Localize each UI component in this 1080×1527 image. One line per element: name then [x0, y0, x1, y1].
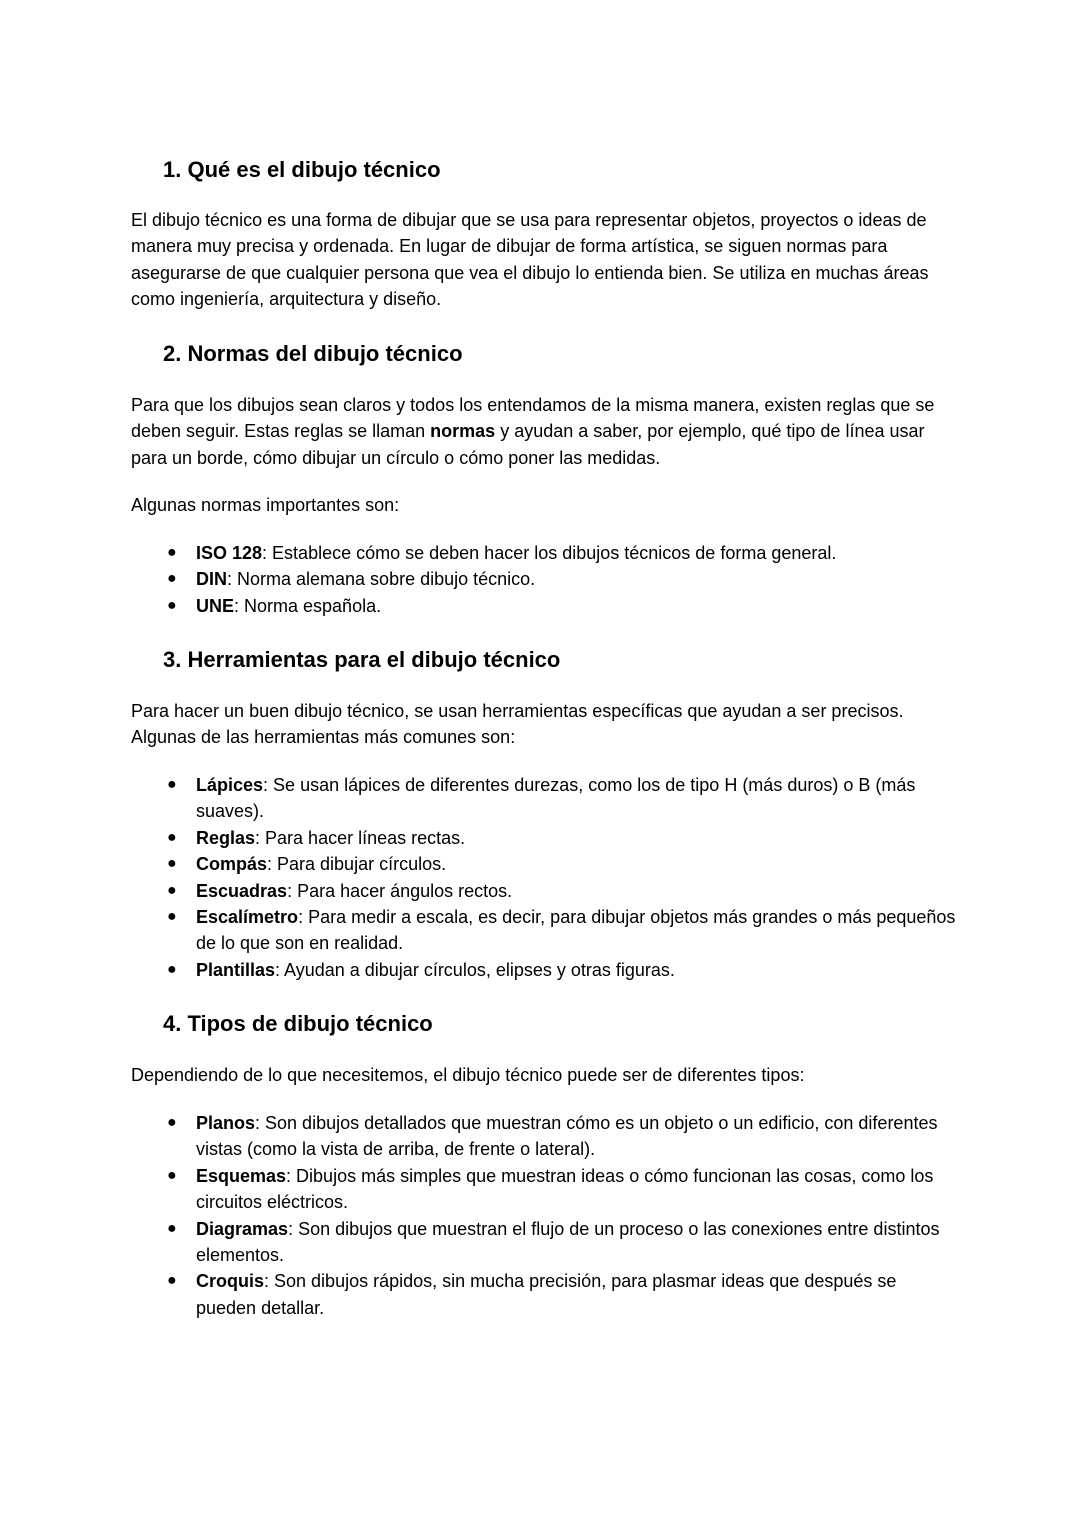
section-3-paragraph: Para hacer un buen dibujo técnico, se usan herramientas específicas que ayudan a ser precisos. Algunas de las herramientas más comunes son: [131, 701, 904, 748]
list-item [0, 593, 956, 619]
list-item-text: : Son dibujos rápidos, sin mucha precisión, para plasmar ideas que después se pueden detallar. [196, 1271, 897, 1318]
list-item [0, 772, 956, 825]
bullet-icon: ● [167, 1166, 177, 1184]
list-item [0, 1216, 956, 1269]
list-item [0, 957, 956, 983]
list-item-text: : Para hacer ángulos rectos. [287, 880, 513, 901]
list-item-term: Planos [196, 1113, 256, 1133]
section-4-title: 4. Tipos de dibujo técnico [163, 1011, 433, 1036]
list-item-text: : Para medir a escala, es decir, para dibujar objetos más grandes o más pequeños de lo que son en realidad. [196, 907, 956, 954]
section-2-paragraph [131, 392, 961, 471]
list-item [0, 851, 956, 877]
list-item-term: ISO 128 [196, 543, 263, 563]
bullet-icon: ● [167, 908, 177, 926]
section-2-intro: Algunas normas importantes son: [131, 495, 400, 515]
list-item-term: UNE [196, 595, 235, 616]
list-item-term: Escalímetro [196, 907, 299, 928]
bullet-icon: ● [167, 1219, 177, 1237]
list-item-text: : Establece cómo se deben hacer los dibujos técnicos de forma general. [262, 543, 837, 563]
section-4-list [0, 1110, 1080, 1321]
section-1-paragraph: El dibujo técnico es una forma de dibujar que se usa para representar objetos, proyectos o ideas de manera muy precisa y ordenada. En lugar de dibujar de forma artística, se siguen normas para asegurarse de que cualquier persona que vea el dibujo lo entienda bien. Se utiliza en muchas áreas como ingeniería, arquitectura y diseño. [131, 210, 929, 310]
list-item-term: Plantillas [196, 959, 276, 980]
list-item [0, 540, 956, 566]
bullet-icon: ● [167, 1272, 177, 1290]
section-2-title: 2. Normas del dibujo técnico [163, 341, 463, 366]
list-item-term: Compás [196, 854, 268, 875]
list-item-text: : Son dibujos que muestran el flujo de un proceso o las conexiones entre distintos elementos. [196, 1218, 940, 1266]
section-2-paragraph-after: y ayudan a saber, por ejemplo, qué tipo de línea usar para un borde, cómo dibujar un círculo o cómo poner las medidas. [131, 421, 925, 468]
bullet-icon: ● [167, 776, 177, 793]
bullet-icon: ● [167, 855, 177, 873]
list-item-term: Lápices [196, 775, 264, 795]
bullet-icon: ● [167, 596, 177, 614]
list-item-text: : Dibujos más simples que muestran ideas o cómo funcionan las cosas, como los circuitos eléctricos. [196, 1165, 934, 1213]
section-2-paragraph-bold: normas [430, 421, 496, 442]
list-item-text: : Ayudan a dibujar círculos, elipses y otras figuras. [275, 959, 675, 980]
bullet-icon: ● [167, 960, 177, 978]
list-item [0, 825, 956, 851]
list-item [0, 878, 956, 904]
bullet-icon: ● [167, 570, 177, 588]
list-item [0, 904, 956, 957]
list-item-term: DIN [196, 569, 227, 590]
list-item-text: : Norma alemana sobre dibujo técnico. [227, 569, 536, 590]
bullet-icon: ● [167, 881, 177, 899]
list-item-term: Diagramas [196, 1218, 289, 1239]
section-3-title: 3. Herramientas para el dibujo técnico [163, 647, 561, 672]
bullet-icon: ● [167, 544, 177, 561]
list-item-text: : Son dibujos detallados que muestran cómo es un objeto o un edificio, con diferentes vistas (como la vista de arriba, de frente o lateral). [196, 1113, 938, 1160]
list-item [0, 566, 956, 592]
bullet-icon: ● [167, 828, 177, 846]
list-item [0, 1110, 956, 1163]
section-3-list [0, 772, 1080, 983]
list-item-text: : Para hacer líneas rectas. [255, 827, 466, 848]
list-item [0, 1268, 956, 1321]
bullet-icon: ● [167, 1114, 177, 1131]
list-item-text: : Se usan lápices de diferentes durezas, como los de tipo H (más duros) o B (más suaves). [196, 775, 916, 822]
list-item-term: Reglas [196, 827, 256, 848]
list-item-term: Croquis [196, 1271, 265, 1292]
list-item-term: Esquemas [196, 1165, 287, 1186]
list-item-text: : Para dibujar círculos. [267, 854, 447, 875]
section-1-title: 1. Qué es el dibujo técnico [163, 157, 441, 182]
section-2-list [0, 540, 1080, 619]
list-item [0, 1163, 956, 1216]
list-item-term: Escuadras [196, 880, 288, 901]
section-2-paragraph-before: Para que los dibujos sean claros y todos los entendamos de la misma manera, existen reglas que se deben seguir. Estas reglas se llaman [131, 395, 935, 442]
section-4-paragraph: Dependiendo de lo que necesitemos, el dibujo técnico puede ser de diferentes tipos: [131, 1065, 805, 1085]
list-item-text: : Norma española. [234, 595, 382, 616]
